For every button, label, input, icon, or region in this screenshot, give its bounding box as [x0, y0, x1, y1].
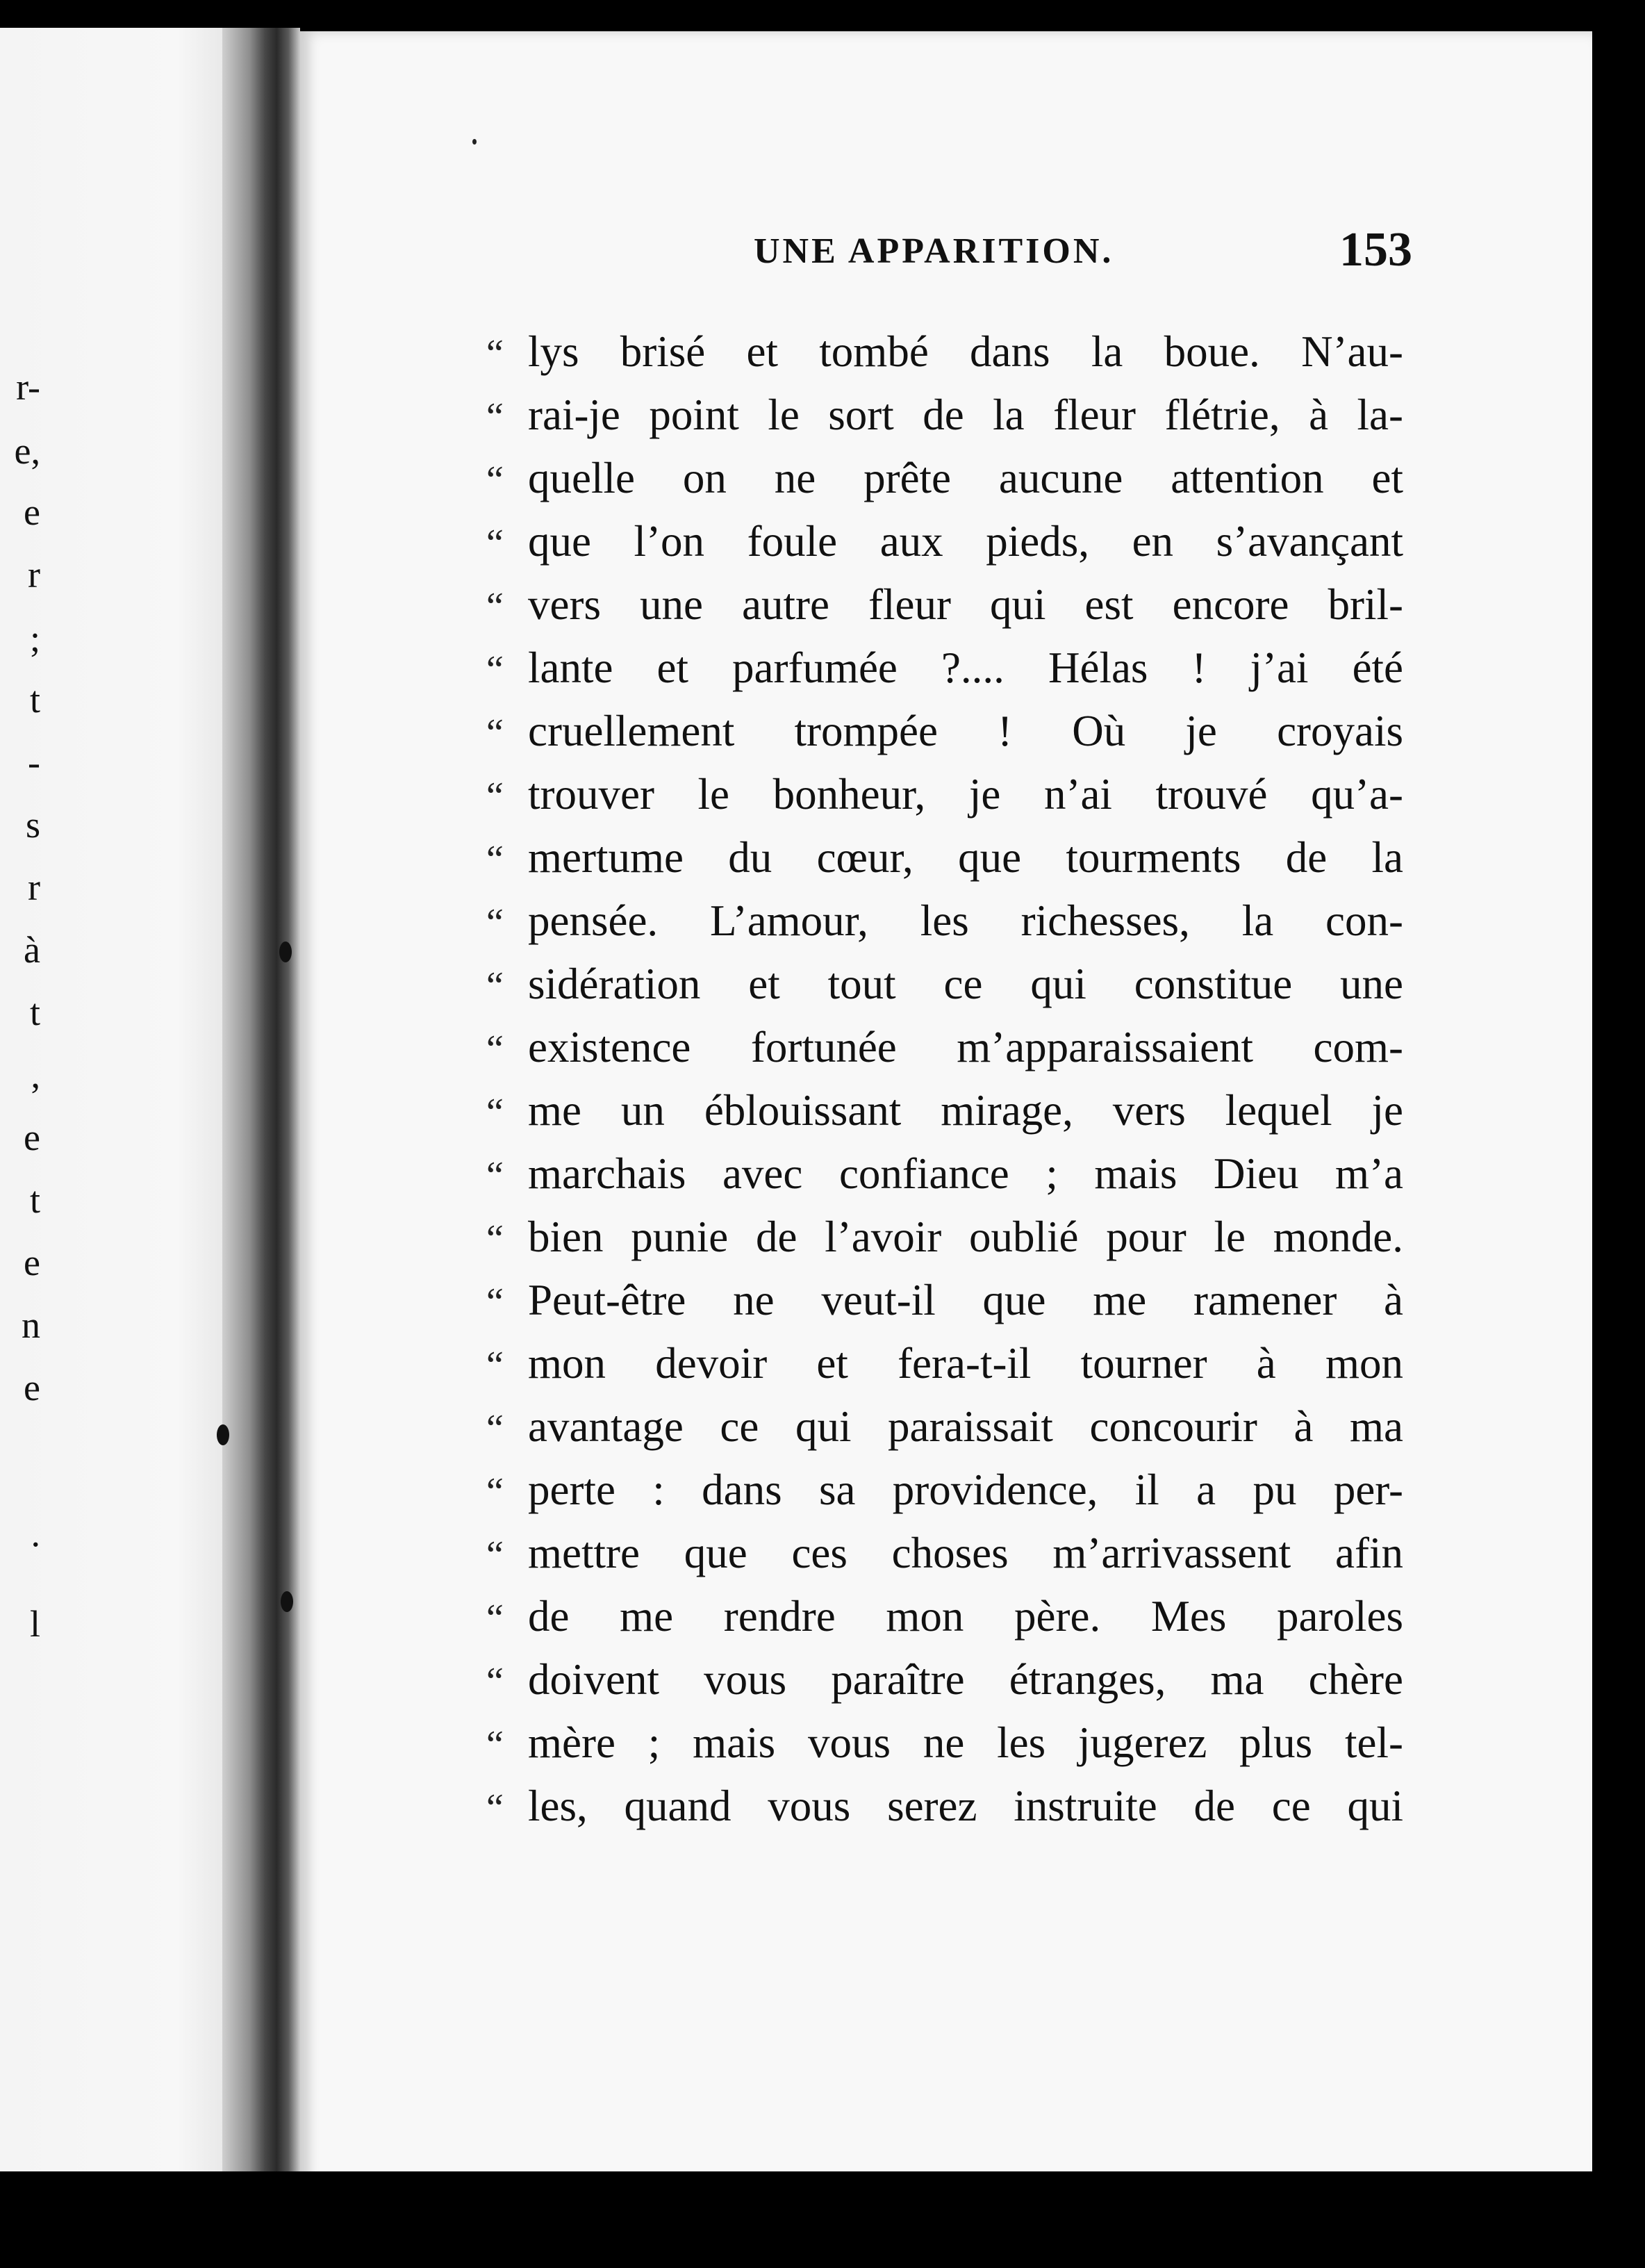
left-fragment: ; — [29, 618, 40, 659]
text-line — [486, 1655, 1403, 1704]
text-line — [486, 517, 1403, 566]
text-line — [486, 1023, 1403, 1071]
line-text: mon devoir et fera-t-il tourner à mon — [528, 1339, 1403, 1388]
line-text: rai-je point le sort de la fleur flétrie, à la- — [528, 391, 1403, 439]
text-line — [486, 770, 1403, 819]
line-text: lys brisé et tombé dans la boue. N’au- — [528, 327, 1403, 376]
opening-quote-mark: “ — [486, 1407, 504, 1450]
running-header-title: UNE APPARITION. — [754, 231, 1114, 271]
opening-quote-mark: “ — [486, 1786, 504, 1830]
opening-quote-mark: “ — [486, 395, 504, 438]
line-text: me un éblouissant mirage, vers lequel je — [528, 1086, 1403, 1135]
opening-quote-mark: “ — [486, 332, 504, 375]
line-text: vers une autre fleur qui est encore bril- — [528, 580, 1403, 629]
text-line — [486, 1592, 1403, 1641]
opening-quote-mark: “ — [486, 648, 504, 691]
left-fragment: , — [31, 1054, 40, 1096]
ink-speck — [472, 139, 477, 145]
opening-quote-mark: “ — [486, 1597, 504, 1640]
opening-quote-mark: “ — [486, 1281, 504, 1324]
line-text: existence fortunée m’apparaissaient com- — [528, 1023, 1403, 1071]
opening-quote-mark: “ — [486, 1028, 504, 1071]
left-fragment: e — [24, 491, 40, 533]
left-fragment: t — [29, 992, 40, 1033]
left-fragment: t — [29, 679, 40, 721]
text-line — [486, 1784, 1403, 1828]
line-text: de me rendre mon père. Mes paroles — [528, 1592, 1403, 1641]
text-line — [486, 454, 1403, 502]
opening-quote-mark: “ — [486, 585, 504, 628]
line-text: bien punie de l’avoir oublié pour le monde. — [528, 1213, 1403, 1261]
line-text: sidération et tout ce qui constitue une — [528, 960, 1403, 1008]
text-line — [486, 1086, 1403, 1135]
text-line — [486, 643, 1403, 692]
line-text: mettre que ces choses m’arrivassent afin — [528, 1529, 1403, 1577]
left-fragment: t — [29, 1179, 40, 1221]
opening-quote-mark: “ — [486, 838, 504, 881]
text-line — [486, 1276, 1403, 1324]
text-line — [486, 833, 1403, 882]
opening-quote-mark: “ — [486, 522, 504, 565]
text-line — [486, 1402, 1403, 1451]
line-text: Peut-être ne veut-il que me ramener à — [528, 1276, 1403, 1324]
left-fragment: e, — [14, 430, 40, 472]
text-line — [486, 327, 1403, 376]
line-text: trouver le bonheur, je n’ai trouvé qu’a- — [528, 770, 1403, 819]
text-line — [486, 896, 1403, 945]
opening-quote-mark: “ — [486, 1660, 504, 1703]
opening-quote-mark: “ — [486, 1723, 504, 1766]
line-text: cruellement trompée ! Où je croyais — [528, 707, 1403, 755]
line-text: que l’on foule aux pieds, en s’avançant — [528, 517, 1403, 566]
opening-quote-mark: “ — [486, 1534, 504, 1577]
opening-quote-mark: “ — [486, 964, 504, 1008]
line-text: mère ; mais vous ne les jugerez plus tel- — [528, 1718, 1403, 1767]
line-text: mertume du cœur, que tourments de la — [528, 833, 1403, 882]
left-fragment: l — [29, 1603, 40, 1645]
left-fragment: n — [22, 1304, 40, 1346]
left-fragment: - — [28, 741, 40, 783]
line-text: doivent vous paraître étranges, ma chère — [528, 1655, 1403, 1704]
opening-quote-mark: “ — [486, 459, 504, 502]
left-fragment: s — [25, 804, 40, 846]
left-fragment: e — [24, 1367, 40, 1408]
left-fragment: . — [31, 1513, 40, 1554]
opening-quote-mark: “ — [486, 712, 504, 755]
opening-quote-mark: “ — [486, 1470, 504, 1513]
line-text: les, quand vous serez instruite de ce qui — [528, 1782, 1403, 1830]
text-line — [486, 1215, 1403, 1259]
opening-quote-mark: “ — [486, 1344, 504, 1387]
text-line — [486, 393, 1403, 437]
line-text: avantage ce qui paraissait concourir à ma — [528, 1402, 1403, 1451]
line-text: quelle on ne prête aucune attention et — [528, 454, 1403, 502]
left-fragment: r — [28, 866, 40, 908]
opening-quote-mark: “ — [486, 901, 504, 944]
opening-quote-mark: “ — [486, 1091, 504, 1134]
text-line — [486, 1339, 1403, 1388]
opening-quote-mark: “ — [486, 1154, 504, 1197]
line-text: perte : dans sa providence, il a pu per- — [528, 1465, 1403, 1514]
page-number: 153 — [1339, 223, 1412, 277]
text-line — [486, 1149, 1403, 1198]
line-text: lante et parfumée ?.... Hélas ! j’ai été — [528, 643, 1403, 692]
left-fragment: à — [24, 929, 40, 971]
text-line — [486, 1465, 1403, 1514]
text-line — [486, 580, 1403, 629]
line-text: marchais avec confiance ; mais Dieu m’a — [528, 1149, 1403, 1198]
text-line — [486, 962, 1403, 1006]
text-line — [486, 1718, 1403, 1767]
opening-quote-mark: “ — [486, 775, 504, 818]
left-fragment: e — [24, 1242, 40, 1283]
line-text: pensée. L’amour, les richesses, la con- — [528, 896, 1403, 945]
opening-quote-mark: “ — [486, 1217, 504, 1260]
text-line — [486, 1531, 1403, 1575]
text-line — [486, 709, 1403, 753]
left-fragment: r- — [16, 366, 40, 408]
left-fragment: r — [28, 554, 40, 595]
left-fragment: e — [24, 1117, 40, 1158]
